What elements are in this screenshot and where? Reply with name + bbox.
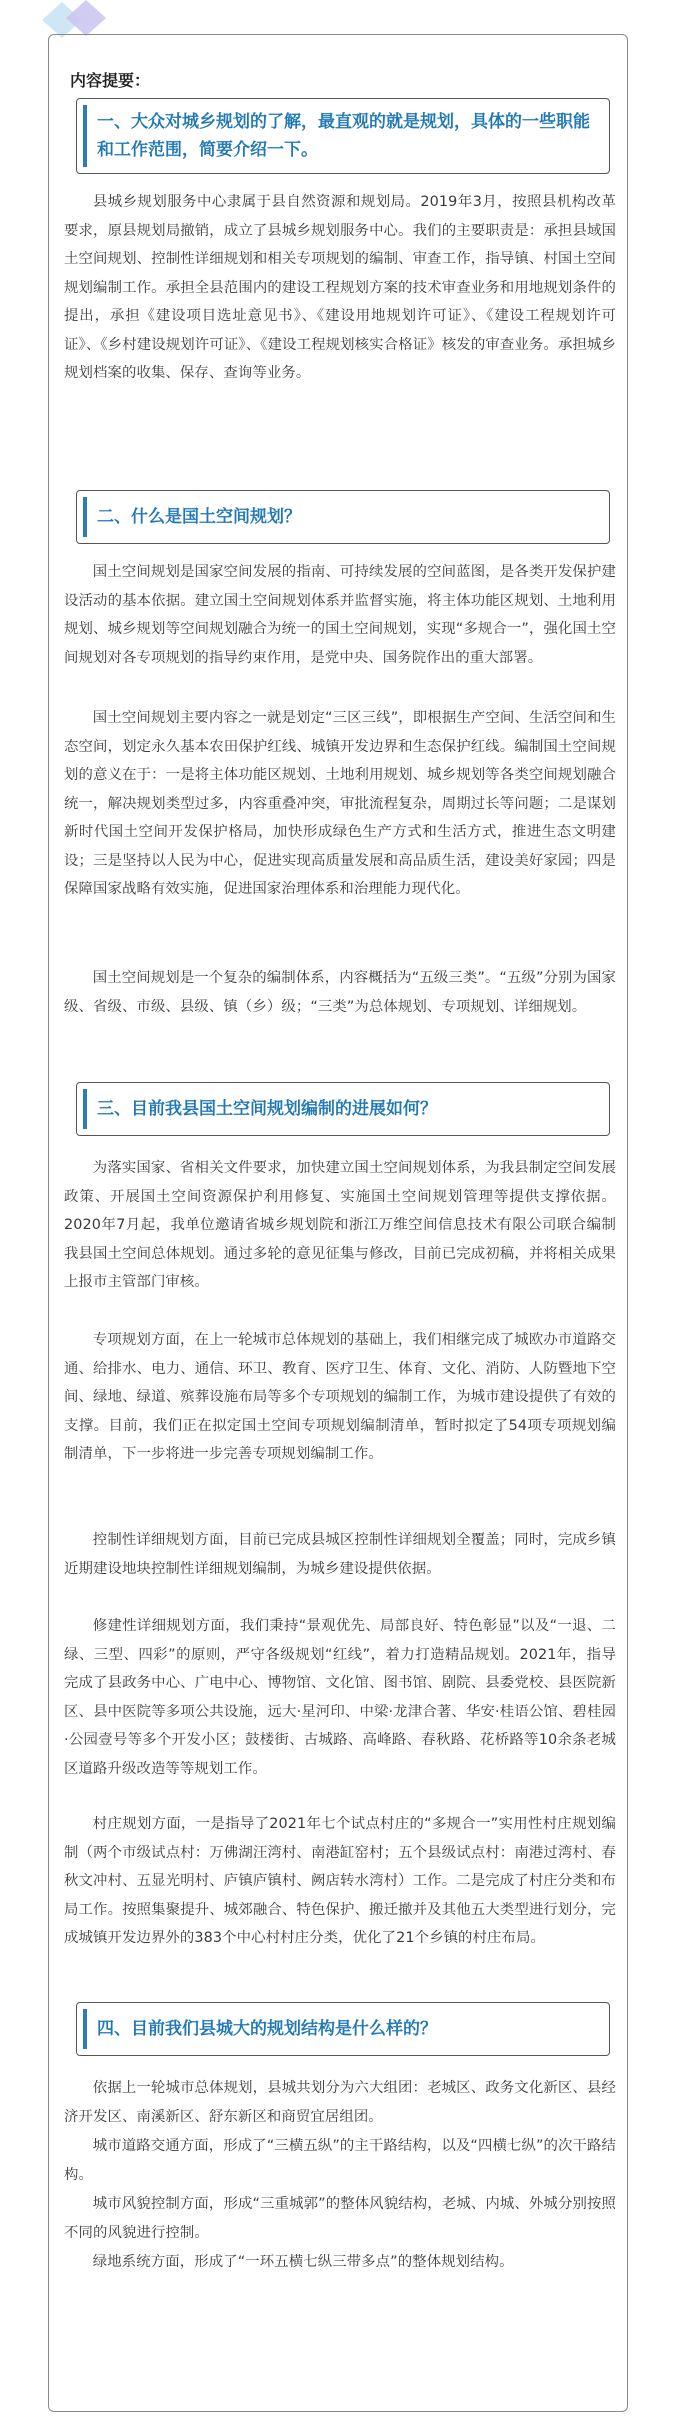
intro-label: 内容提要： (70, 71, 151, 90)
question-title: 三、目前我县国土空间规划编制的进展如何？ (97, 1099, 437, 1119)
paragraph: 城市风貌控制方面，形成“三重城郭”的整体风貌结构，老城、内城、外城分别按照不同的风貌进行控制。 (64, 2196, 616, 2241)
accent-bar (83, 2009, 87, 2049)
question-box-4 (76, 2002, 610, 2056)
question-box-3 (76, 1082, 610, 1136)
paragraph: 控制性详细规划方面，目前已完成县城区控制性详细规划全覆盖；同时，完成乡镇近期建设地块控制性详细规划编制，为城乡建设提供依据。 (64, 1532, 616, 1577)
accent-bar (83, 1089, 87, 1129)
paragraph: 修建性详细规划方面，我们秉持“景观优先、局部良好、特色彰显”以及“一退、二绿、三型、四彩”的原则，严守各级规划“红线”，着力打造精品规划。2021年，指导完成了县政务中心、广电中心、博物馆、文化馆、图书馆、剧院、县委党校、县医院新区、县中医院等多项公共设施，远大·星河印、中梁·龙津合著、华安·桂语公馆、碧桂园·公园壹号等多个开发小区；鼓楼街、古城路、高峰路、春秋路、花桥路等10余条老城区道路升级改造等等规划工作。 (64, 1618, 616, 1777)
paragraph: 绿地系统方面，形成了“一环五横七纵三带多点”的整体规划结构。 (92, 2254, 514, 2270)
accent-bar (83, 497, 87, 537)
question-box-2 (76, 490, 610, 544)
question-title: 四、目前我们县城大的规划结构是什么样的？ (97, 2019, 437, 2039)
question-title: 一、大众对城乡规划的了解，最直观的就是规划，具体的一些职能和工作范围，简要介绍一下。 (97, 112, 590, 160)
paragraph: 为落实国家、省相关文件要求，加快建立国土空间规划体系，为我县制定空间发展政策、开展国土空间资源保护利用修复、实施国土空间规划管理等提供支撑依据。2020年7月起，我单位邀请省城乡规划院和浙江万维空间信息技术有限公司联合编制我县国土空间总体规划。通过多轮的意见征集与修改，目前已完成初稿，并将相关成果上报市主管部门审核。 (64, 1160, 616, 1290)
paragraph: 国土空间规划是一个复杂的编制体系，内容概括为“五级三类”。“五级”分别为国家级、省级、市级、县级、镇（乡）级；“三类”为总体规划、专项规划、详细规划。 (64, 970, 616, 1015)
paragraph: 国土空间规划是国家空间发展的指南、可持续发展的空间蓝图，是各类开发保护建设活动的基本依据。建立国土空间规划体系并监督实施，将主体功能区规划、土地利用规划、城乡规划等空间规划融合为统一的国土空间规划，实现“多规合一”，强化国土空间规划对各专项规划的指导约束作用，是党中央、国务院作出的重大部署。 (64, 564, 616, 666)
paragraph: 村庄规划方面，一是指导了2021年七个试点村庄的“多规合一”实用性村庄规划编制（两个市级试点村：万佛湖汪湾村、南港缸窑村；五个县级试点村：南港过湾村、春秋文冲村、五显光明村、庐镇庐镇村、阙店转水湾村）工作。二是完成了村庄分类和布局工作。按照集聚提升、城郊融合、特色保护、搬迁撤并及其他五大类型进行划分，完成城镇开发边界外的383个中心村村庄分类，优化了21个乡镇的村庄布局。 (64, 1816, 616, 1946)
paragraph: 国土空间规划主要内容之一就是划定“三区三线”，即根据生产空间、生活空间和生态空间，划定永久基本农田保护红线、城镇开发边界和生态保护红线。编制国土空间规划的意义在于：一是将主体功能区规划、土地利用规划、城乡规划等各类空间规划融合统一，解决规划类型过多，内容重叠冲突，审批流程复杂，周期过长等问题；二是谋划新时代国土空间开发保护格局，加快形成绿色生产方式和生活方式，推进生态文明建设；三是坚持以人民为中心，促进实现高质量发展和高品质生活，建设美好家园；四是保障国家战略有效实施，促进国家治理体系和治理能力现代化。 (64, 710, 616, 897)
question-title: 二、什么是国土空间规划？ (97, 507, 301, 527)
paragraph: 专项规划方面，在上一轮城市总体规划的基础上，我们相继完成了城欧办市道路交通、给排水、电力、通信、环卫、教育、医疗卫生、体育、文化、消防、人防暨地下空间、绿地、绿道、殡葬设施布局等多个专项规划的编制工作，为城市建设提供了有效的支撑。目前，我们正在拟定国土空间专项规划编制清单，暂时拟定了54项专项规划编制清单，下一步将进一步完善专项规划编制工作。 (64, 1332, 616, 1462)
accent-bar (83, 105, 87, 167)
question-box-1 (76, 98, 610, 174)
paragraph: 县城乡规划服务中心隶属于县自然资源和规划局。2019年3月，按照县机构改革要求，原县规划局撤销，成立了县城乡规划服务中心。我们的主要职责是：承担县域国土空间规划、控制性详细规划和相关专项规划的编制、审查工作，指导镇、村国土空间规划编制工作。承担全县范围内的建设工程规划方案的技术审查业务和用地规划条件的提出，承担《建设项目选址意见书》、《建设用地规划许可证》、《建设工程规划许可证》、《乡村建设规划许可证》、《建设工程规划核实合格证》核发的审查业务。承担城乡规划档案的收集、保存、查询等业务。 (64, 194, 616, 381)
paragraph: 城市道路交通方面，形成了“三横五纵”的主干路结构，以及“四横七纵”的次干路结构。 (64, 2138, 616, 2183)
paragraph: 依据上一轮城市总体规划，县城共划分为六大组团：老城区、政务文化新区、县经济开发区、南溪新区、舒东新区和商贸宜居组团。 (64, 2080, 616, 2125)
